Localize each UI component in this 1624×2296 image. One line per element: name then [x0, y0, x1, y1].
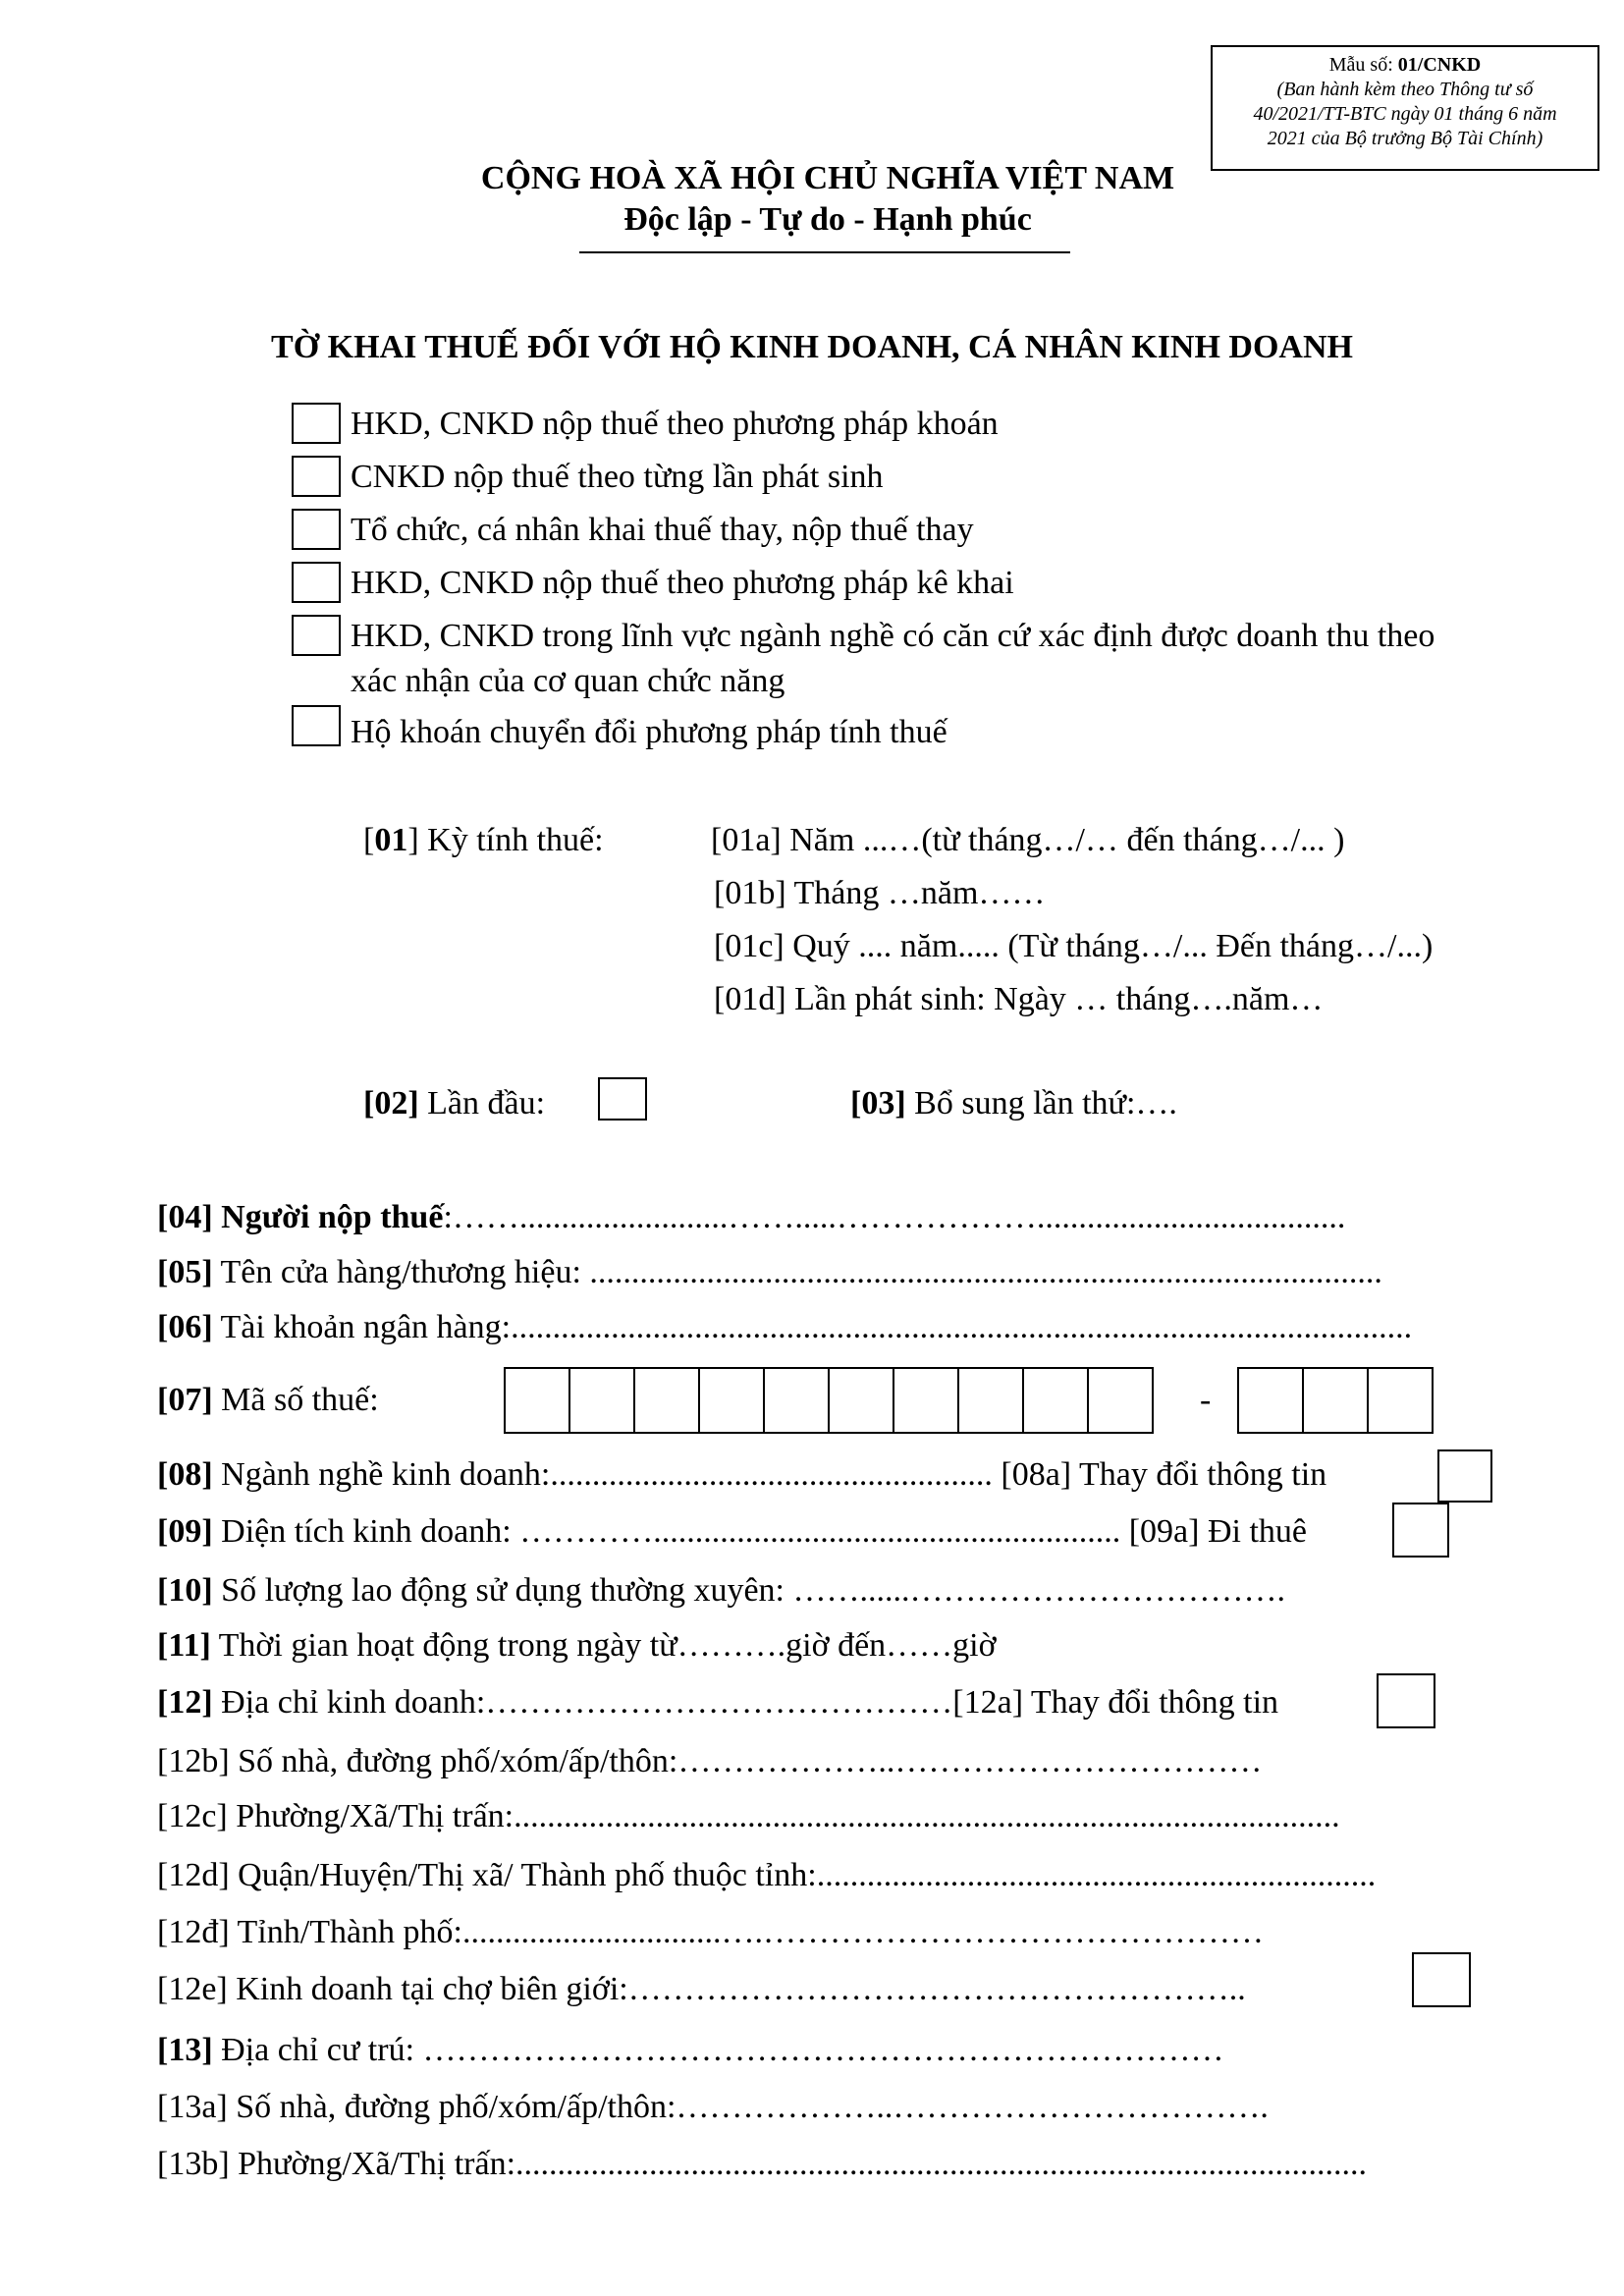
field-business-address: [12] Địa chỉ kinh doanh:……………………………………[12a] Thay đổi thông tin — [157, 1684, 1279, 1721]
rented-checkbox[interactable] — [1392, 1503, 1449, 1558]
form-title: TỜ KHAI THUẾ ĐỐI VỚI HỘ KINH DOANH, CÁ NHÂN KINH DOANH — [271, 329, 1353, 365]
option-label-method-conversion: Hộ khoán chuyển đổi phương pháp tính thuế — [351, 714, 947, 750]
tax-code-cell[interactable] — [828, 1367, 894, 1434]
national-motto: Độc lập - Tự do - Hạnh phúc — [623, 201, 1032, 238]
field-province[interactable]: [12đ] Tỉnh/Thành phố:...............................….……………………………………… — [157, 1914, 1264, 1950]
tax-period-quarter: [01c] Quý .... năm..... (Từ tháng…/... Đến tháng…/...) — [714, 928, 1434, 964]
tax-code-cell[interactable] — [504, 1367, 570, 1434]
option-label-certified-revenue-line2: xác nhận của cơ quan chức năng — [351, 663, 785, 699]
address-change-label: [12a] Thay đổi thông tin — [952, 1684, 1279, 1721]
form-number-code: 01/CNKD — [1397, 54, 1482, 76]
field-district[interactable]: [12d] Quận/Huyện/Thị xã/ Thành phố thuộc tỉnh:................................................................... — [157, 1857, 1377, 1893]
field-bank-account-dots[interactable]: ............................................................................................................ — [511, 1309, 1413, 1345]
tax-code-branch-cell[interactable] — [1302, 1367, 1369, 1434]
field-store-name: [05] Tên cửa hàng/thương hiệu: ............................................................................................... — [157, 1254, 1382, 1290]
tax-period-occurrence: [01d] Lần phát sinh: Ngày … tháng….năm… — [714, 981, 1324, 1017]
tax-period-year: [01a] Năm ...…(từ tháng…/… đến tháng…/... ) — [711, 822, 1345, 858]
form-note-line-3: 2021 của Bộ trưởng Bộ Tài Chính) — [1267, 128, 1543, 149]
country-name: CỘNG HOÀ XÃ HỘI CHỦ NGHĨA VIỆT NAM — [480, 160, 1175, 196]
form-note-line-2: 40/2021/TT-BTC ngày 01 tháng 6 năm — [1253, 103, 1557, 125]
option-checkbox-method-conversion[interactable] — [292, 705, 341, 746]
field-residence-street[interactable]: [13a] Số nhà, đường phố/xóm/ấp/thôn:………………..……………………………. — [157, 2089, 1269, 2125]
rented-label: [09a] Đi thuê — [1128, 1513, 1307, 1550]
field-employees-dots[interactable]: ……......……………………………. — [792, 1572, 1286, 1609]
option-label-declaration: HKD, CNKD nộp thuế theo phương pháp kê khai — [351, 565, 1014, 601]
form-number-label: Mẫu số: — [1328, 54, 1398, 76]
first-time-label: [02] Lần đầu: — [363, 1085, 546, 1121]
field-ward[interactable]: [12c] Phường/Xã/Thị trấn:................................................................................................... — [157, 1798, 1340, 1834]
tax-code-cell[interactable] — [698, 1367, 765, 1434]
field-residence-address: [13] Địa chỉ cư trú: ……………………………………………………………… — [157, 2032, 1224, 2068]
field-street[interactable]: [12b] Số nhà, đường phố/xóm/ấp/thôn:………………..…………………………… — [157, 1743, 1263, 1779]
tax-period-month: [01b] Tháng …năm…… — [714, 875, 1046, 911]
tax-code-branch-cells[interactable] — [1237, 1367, 1432, 1434]
field-taxpayer: [04] Người nộp thuế:…….........................…….....………………..................................... — [157, 1199, 1346, 1235]
option-label-certified-revenue-line1: HKD, CNKD trong lĩnh vực ngành nghề có căn cứ xác định được doanh thu theo — [351, 618, 1435, 654]
field-business-area-dots[interactable]: …………........................................................ — [519, 1513, 1129, 1550]
first-time-checkbox[interactable] — [598, 1077, 647, 1121]
motto-underline — [579, 251, 1070, 253]
tax-code-branch-cell[interactable] — [1367, 1367, 1434, 1434]
business-line-change-checkbox[interactable] — [1437, 1449, 1492, 1503]
field-store-name-dots[interactable]: ............................................................................................... — [589, 1254, 1382, 1290]
tax-code-cell[interactable] — [893, 1367, 959, 1434]
field-business-line: [08] Ngành nghề kinh doanh:..................................................... [08a] Thay đổi thông tin — [157, 1456, 1327, 1493]
tax-code-cell[interactable] — [957, 1367, 1024, 1434]
field-residence-ward[interactable]: [13b] Phường/Xã/Thị trấn:...................................................................................................... — [157, 2146, 1368, 2182]
option-label-lump-sum: HKD, CNKD nộp thuế theo phương pháp khoán — [351, 406, 999, 442]
tax-period-label: [01] Kỳ tính thuế: — [363, 822, 604, 858]
field-border-market[interactable]: [12e] Kinh doanh tại chợ biên giới:……………………………………………….. — [157, 1971, 1246, 2007]
option-checkbox-declaration[interactable] — [292, 562, 341, 603]
field-business-area: [09] Diện tích kinh doanh: …………........................................................ [09a] Đi thuê — [157, 1513, 1307, 1550]
tax-code-cell[interactable] — [1087, 1367, 1154, 1434]
border-market-checkbox[interactable] — [1412, 1952, 1471, 2007]
option-checkbox-on-behalf[interactable] — [292, 509, 341, 550]
address-change-checkbox[interactable] — [1377, 1673, 1435, 1728]
field-business-address-dots[interactable]: …………………………………… — [485, 1684, 953, 1721]
tax-code-main-cells[interactable] — [504, 1367, 1152, 1434]
tax-code-dash: - — [1200, 1382, 1212, 1418]
field-tax-code-label: [07] Mã số thuế: — [157, 1382, 379, 1418]
tax-code-cell[interactable] — [568, 1367, 635, 1434]
field-taxpayer-dots[interactable]: :…….........................…….....………………..................................... — [443, 1199, 1346, 1235]
option-checkbox-per-occurrence[interactable] — [292, 456, 341, 497]
supplement-label: [03] Bổ sung lần thứ:…. — [850, 1085, 1177, 1121]
tax-code-branch-cell[interactable] — [1237, 1367, 1304, 1434]
option-checkbox-certified-revenue[interactable] — [292, 615, 341, 656]
option-checkbox-lump-sum[interactable] — [292, 403, 341, 444]
field-employees: [10] Số lượng lao động sử dụng thường xuyên: ……......……………………………. — [157, 1572, 1286, 1609]
field-operating-hours: [11] Thời gian hoạt động trong ngày từ……….giờ đến……giờ — [157, 1627, 997, 1664]
tax-code-cell[interactable] — [763, 1367, 830, 1434]
form-number-box — [1211, 45, 1599, 171]
business-line-change-label: [08a] Thay đổi thông tin — [1001, 1456, 1327, 1493]
tax-code-cell[interactable] — [633, 1367, 700, 1434]
tax-code-cell[interactable] — [1022, 1367, 1089, 1434]
option-label-on-behalf: Tổ chức, cá nhân khai thuế thay, nộp thuế thay — [351, 512, 974, 548]
field-business-line-dots[interactable]: ..................................................... — [550, 1456, 1001, 1493]
field-residence-address-dots[interactable]: ……………………………………………………………… — [422, 2032, 1224, 2068]
option-label-per-occurrence: CNKD nộp thuế theo từng lần phát sinh — [351, 459, 884, 495]
form-note-line-1: (Ban hành kèm theo Thông tư số — [1276, 79, 1534, 100]
field-bank-account: [06] Tài khoản ngân hàng:............................................................................................................ — [157, 1309, 1413, 1345]
